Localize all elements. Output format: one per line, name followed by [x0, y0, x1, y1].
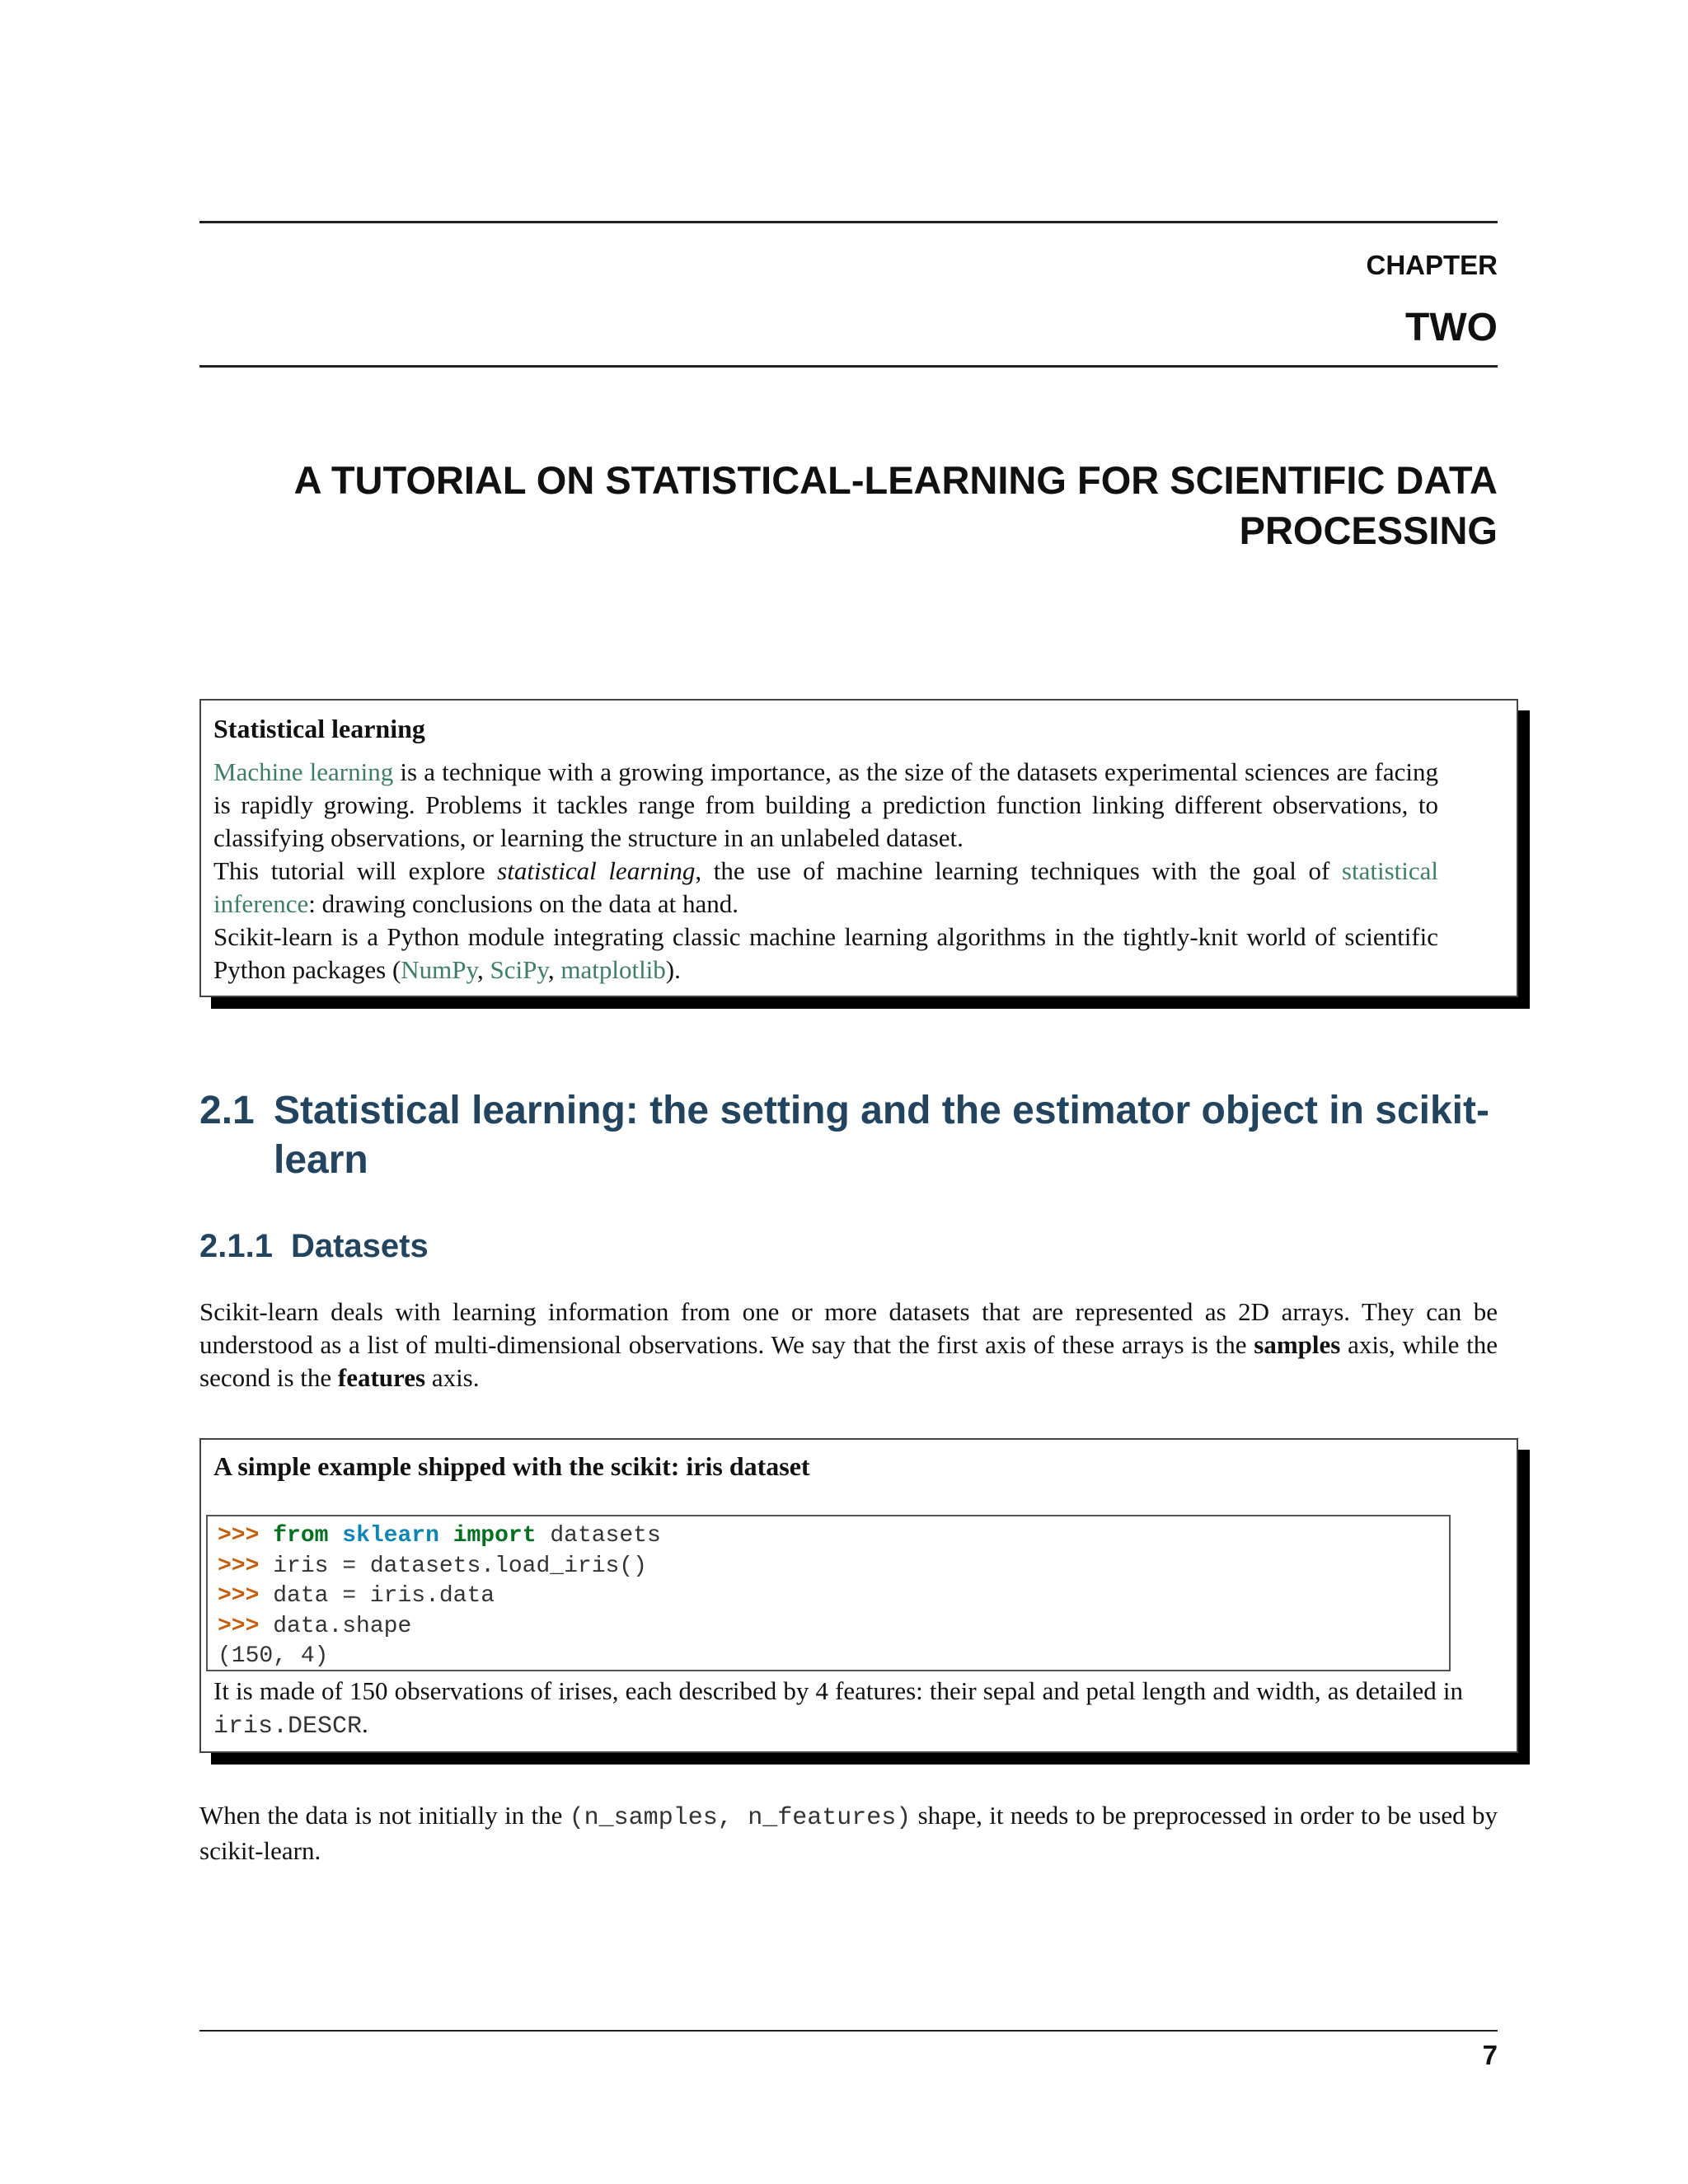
iris-descr-code: iris.DESCR	[213, 1713, 363, 1741]
code-line-2: >>> iris = datasets.load_iris()	[218, 1553, 647, 1579]
numpy-link[interactable]: NumPy	[401, 955, 478, 984]
bold-features: features	[337, 1363, 426, 1392]
datasets-paragraph: Scikit-learn deals with learning information from one or more datasets that are represented as 2D arrays. They can be understood as a list of multi-dimensional observations. We say that the first axis of these arrays is the samples axis, while the second is the features axis.	[199, 1297, 1498, 1392]
bold-samples: samples	[1254, 1330, 1341, 1359]
chapter-top-rule	[199, 221, 1498, 223]
machine-learning-link[interactable]: Machine learning	[213, 757, 394, 786]
code-output: (150, 4)	[218, 1643, 329, 1669]
subsection-number: 2.1.1	[199, 1228, 273, 1264]
matplotlib-link[interactable]: matplotlib	[560, 955, 666, 984]
chapter-title	[199, 455, 1498, 555]
footer-rule	[199, 2030, 1498, 2032]
chapter-title-line-1: A TUTORIAL ON STATISTICAL-LEARNING FOR SCIENTIFIC DATA	[293, 458, 1498, 502]
shape-code: (n_samples, n_features)	[569, 1804, 912, 1832]
chapter-title-line-2: PROCESSING	[1239, 509, 1498, 552]
iris-code-block[interactable]	[206, 1515, 1451, 1671]
emphasis-statistical-learning: statistical learning	[497, 856, 696, 885]
page-number: 7	[1482, 2040, 1498, 2070]
subsection-title: Datasets	[290, 1228, 429, 1264]
topic-paragraph-2: This tutorial will explore statistical learning, the use of machine learning techniques with the goal of statistical inference: drawing conclusions on the data at hand.	[213, 856, 1438, 918]
code-line-1: >>> from sklearn import datasets	[218, 1523, 661, 1549]
topic-box-title: Statistical learning	[213, 714, 425, 743]
subsection-heading-datasets	[199, 1228, 429, 1265]
preprocessing-paragraph: When the data is not initially in the (n_samples, n_features) shape, it needs to be preprocessed in order to be used by scikit-learn.	[199, 1801, 1498, 1865]
section-title: Statistical learning: the setting and the estimator object in scikit-learn	[274, 1089, 1489, 1182]
statistical-inference-link[interactable]: statistical inference	[213, 856, 1438, 918]
statistical-learning-topic-box	[199, 699, 1518, 997]
code-line-4: >>> data.shape	[218, 1613, 412, 1639]
code-prompt: >>>	[218, 1613, 260, 1639]
scipy-link[interactable]: SciPy	[490, 955, 548, 984]
chapter-number: TWO	[1405, 306, 1498, 349]
code-line-3: >>> data = iris.data	[218, 1583, 495, 1609]
iris-description: It is made of 150 observations of irises, each described by 4 features: their sepal and petal length and width, as detailed in iris.DESCR.	[213, 1676, 1463, 1741]
chapter-bottom-rule	[199, 365, 1498, 368]
section-number: 2.1	[199, 1089, 255, 1132]
topic-paragraph-1: Machine learning is a technique with a growing importance, as the size of the datasets experimental sciences are facing is rapidly growing. Problems it tackles range from building a prediction function linking different observations, to classifying observations, or learning the structure in an unlabeled dataset.	[213, 757, 1438, 852]
topic-paragraph-3: Scikit-learn is a Python module integrating classic machine learning algorithms in the tightly-knit world of scientific Python packages (NumPy, SciPy, matplotlib).	[213, 922, 1438, 984]
code-prompt: >>>	[218, 1523, 260, 1549]
code-prompt: >>>	[218, 1583, 260, 1609]
code-prompt: >>>	[218, 1553, 260, 1579]
iris-box-title: A simple example shipped with the scikit: iris dataset	[213, 1451, 810, 1481]
chapter-label: CHAPTER	[1366, 250, 1498, 280]
